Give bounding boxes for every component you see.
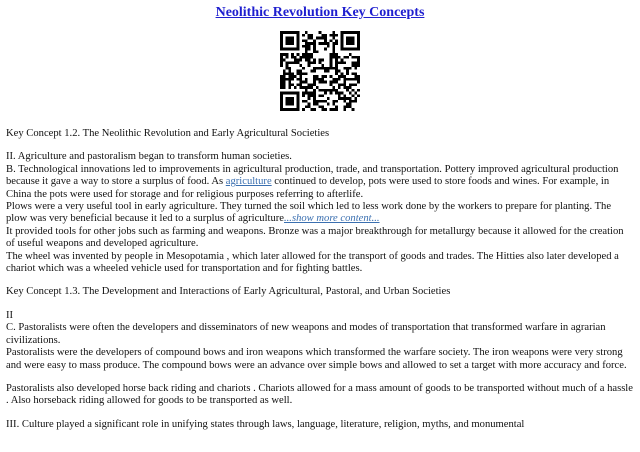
pastoralists-bows-paragraph: Pastoralists were the developers of compound bows and iron weapons which transformed the warfare society. The iron weapons were very strong and were easy to mass produce. The compound bows were an advance over simple bows and allowed to set a target with more accuracy and force. — [6, 347, 627, 371]
section-iii-heading: III. Culture played a significant role in unifying states through laws, language, literature, religion, myths, and monumental — [6, 418, 525, 430]
document-title-link[interactable]: Neolithic Revolution Key Concepts — [215, 5, 425, 20]
key-concept-1-3-heading: Key Concept 1.3. The Development and Interactions of Early Agricultural, Pastoral, and Urban Societies — [6, 286, 451, 298]
plows-text: Plows were a very useful tool in early agriculture. They turned the soil which led to less work done by the workers to prepare for planting. The plow was very beneficial because it led to a surplus of agriculture — [6, 201, 612, 225]
show-more-link[interactable]: ...show more content... — [284, 213, 380, 225]
paragraph-b-text-1: B. Technological innovations led to improvements in agricultural production, trade, and transportation. Pottery improved agricultural production because it gave a way to store a surplus of food. As — [6, 163, 619, 188]
qr-code-icon — [280, 31, 360, 111]
paragraph-b-text-2: continued to develop, pots were used to store foods and wines. For example, in China the pots were used for storage and for religious purposes referring to afterlife. — [6, 176, 610, 200]
plows-paragraph — [6, 201, 634, 226]
paragraph-b — [6, 164, 634, 201]
key-concept-1-2-heading: Key Concept 1.2. The Neolithic Revolution and Early Agricultural Societies — [6, 128, 330, 139]
tools-paragraph: It provided tools for other jobs such as farming and weapons. Bronze was a major breakthrough for metallurgy because it allowed for the creation of useful weapons and developed agriculture. — [6, 225, 624, 250]
paragraph-c: C. Pastoralists were often the developers and disseminators of new weapons and modes of transportation that transformed warfare in agrarian civilizations. — [6, 322, 606, 346]
document-body — [6, 128, 634, 431]
wheel-paragraph: The wheel was invented by people in Mesopotamia , which later allowed for the transport of goods and trades. The Hitties also later developed a chariot which was a wheeled vehicle used for transportation and for fighting battles. — [6, 250, 619, 275]
horseback-paragraph: Pastoralists also developed horse back riding and chariots . Chariots allowed for a mass amount of goods to be transported without much of a hassle . Also horseback riding allowed for goods to be transported as well. — [6, 382, 633, 407]
agriculture-link[interactable]: agriculture — [225, 176, 272, 188]
section-ii-heading: II. Agriculture and pastoralism began to transform human societies. — [6, 151, 292, 163]
roman-ii-heading: II — [6, 309, 14, 321]
